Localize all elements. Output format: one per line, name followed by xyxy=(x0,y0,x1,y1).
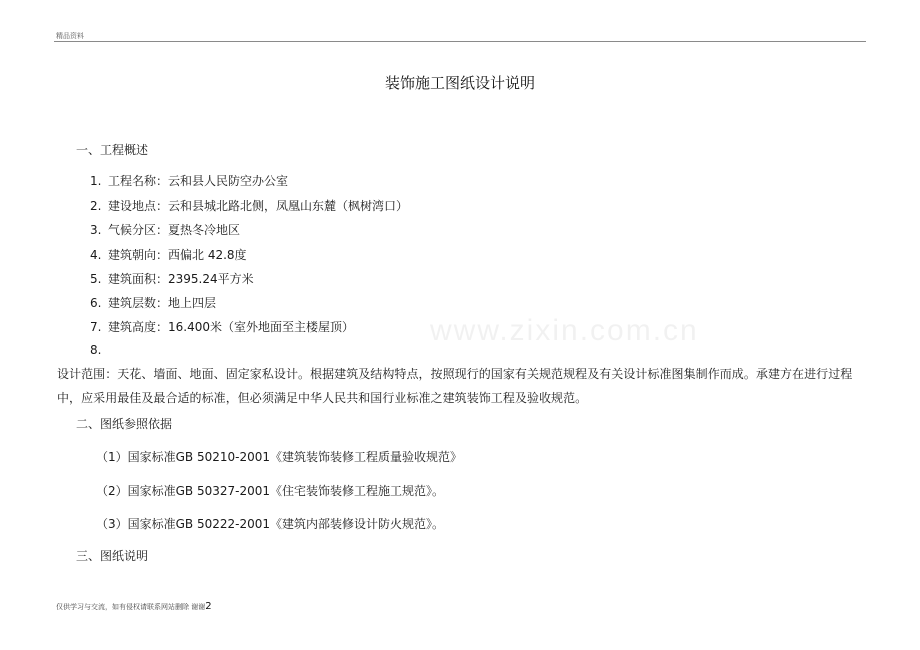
list-item-number: 4. xyxy=(90,248,102,262)
list-item xyxy=(90,343,108,357)
list-item-number: 2. xyxy=(90,199,102,213)
list-item xyxy=(90,246,247,263)
list-item-text: 气候分区：夏热冬冷地区 xyxy=(108,223,241,237)
section-heading-overview: 一、工程概述 xyxy=(76,143,149,157)
reference-item: （1）国家标准GB 50210-2001《建筑装饰装修工程质量验收规范》 xyxy=(96,450,463,464)
list-item-text: 工程名称：云和县人民防空办公室 xyxy=(108,174,289,188)
list-item-text: 建筑朝向：西偏北 42.8度 xyxy=(108,248,247,262)
list-item-number: 1. xyxy=(90,174,102,188)
footer xyxy=(56,601,212,612)
list-item-number: 7. xyxy=(90,320,102,334)
list-item-number: 3. xyxy=(90,223,102,237)
list-item-number: 5. xyxy=(90,272,102,286)
reference-item: （3）国家标准GB 50222-2001《建筑内部装修设计防火规范》。 xyxy=(96,517,445,531)
section-heading-drawing-notes: 三、图纸说明 xyxy=(76,549,149,563)
list-item-number: 8. xyxy=(90,343,102,357)
design-scope-paragraph: 设计范围：天花、墙面、地面、固定家私设计。根据建筑及结构特点，按照现行的国家有关规范规程及有关设计标准图集制作而成。承建方在进行过程中，应采用最佳及最合适的标准，但必须满足中华人民共和国行业标准之建筑装饰工程及验收规范。 xyxy=(57,367,853,405)
list-item xyxy=(90,197,408,214)
list-item-number: 6. xyxy=(90,296,102,310)
list-item xyxy=(90,318,354,335)
reference-item: （2）国家标准GB 50327-2001《住宅装饰装修工程施工规范》。 xyxy=(96,484,445,498)
list-item-text: 建筑高度：16.400米（室外地面至主楼屋顶） xyxy=(108,320,354,334)
header-divider xyxy=(54,41,866,42)
list-item-text: 建设地点：云和县城北路北侧，凤凰山东麓（枫树湾口） xyxy=(108,199,409,213)
list-item xyxy=(90,270,254,287)
page-title: 装饰施工图纸设计说明 xyxy=(384,74,535,92)
watermark: www.zixin.com.cn xyxy=(430,314,699,347)
list-item xyxy=(90,221,240,238)
section-heading-references: 二、图纸参照依据 xyxy=(76,417,173,431)
list-item xyxy=(90,294,216,311)
header-label: 精品资料 xyxy=(56,32,84,40)
page-number: 2 xyxy=(205,601,212,612)
list-item xyxy=(90,172,288,189)
footer-text: 仅供学习与交流，如有侵权请联系网站删除 谢谢 xyxy=(56,603,206,611)
list-item-text: 建筑面积：2395.24平方米 xyxy=(108,272,254,286)
list-item-text: 建筑层数：地上四层 xyxy=(108,296,217,310)
